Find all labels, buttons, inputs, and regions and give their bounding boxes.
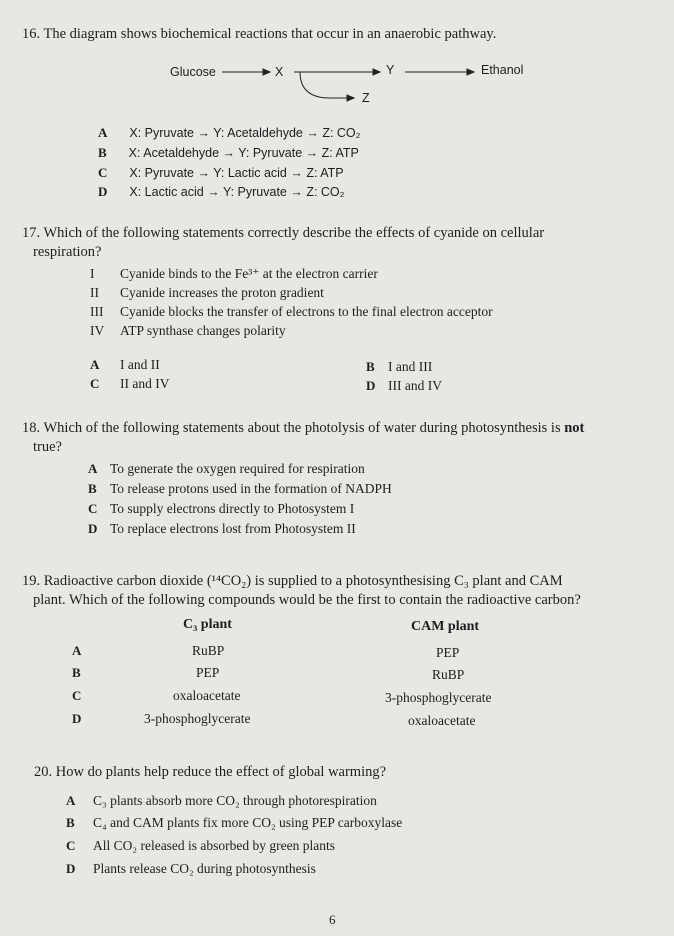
arrowhead-y-ethanol xyxy=(467,69,474,75)
q19-row-b-cam: RuBP xyxy=(432,667,465,682)
q20-option-d[interactable]: D Plants release CO₂ during photosynthesis xyxy=(66,861,316,876)
q19-row-d-cam: oxaloacetate xyxy=(408,713,476,728)
q16-option-b[interactable]: B X: Acetaldehyde → Y: Pyruvate → Z: ATP xyxy=(98,145,359,160)
q20-option-c[interactable]: C All CO₂ released is absorbed by green plants xyxy=(66,838,336,853)
q17-statement-2: II Cyanide increases the proton gradient xyxy=(90,285,324,300)
q19-stem xyxy=(22,572,563,591)
q17-stem-line2: respiration? xyxy=(33,244,102,260)
q19-row-c-c3: oxaloacetate xyxy=(173,688,241,703)
q16-stem-text: The diagram shows biochemical reactions that occur in an anaerobic pathway. xyxy=(43,26,497,42)
page-number: 6 xyxy=(329,912,336,927)
arrowhead-x-y xyxy=(373,69,380,75)
arrowhead-branch-z xyxy=(347,95,354,101)
q17-statement-3: III Cyanide blocks the transfer of electrons to the final electron acceptor xyxy=(90,304,493,319)
q20-number: 20. xyxy=(34,764,53,780)
q19-row-a-letter[interactable]: A xyxy=(72,643,82,658)
q20-stem xyxy=(34,763,386,782)
q19-stem-line2: plant. Which of the following compounds would be the first to contain the radioactive carbon? xyxy=(33,592,581,608)
q20-stem-text: How do plants help reduce the effect of global warming? xyxy=(55,764,387,780)
q19-col-c3-header: C₃ plant xyxy=(183,617,232,632)
q17-statement-4: IV ATP synthase changes polarity xyxy=(90,323,286,338)
diagram-ethanol: Ethanol xyxy=(481,63,524,77)
q17-statement-1: I Cyanide binds to the Fe³⁺ at the electron carrier xyxy=(90,266,378,281)
diagram-glucose: Glucose xyxy=(170,65,216,79)
q18-stem-line1: Which of the following statements about the photolysis of water during photosynthesis is xyxy=(43,420,561,436)
q17-option-d[interactable]: D III and IV xyxy=(366,378,442,393)
q17-number: 17. xyxy=(22,225,41,241)
q18-number: 18. xyxy=(22,420,41,436)
q16-option-a[interactable]: A X: Pyruvate → Y: Acetaldehyde → Z: CO₂ xyxy=(98,125,361,140)
q19-row-c-cam: 3-phosphoglycerate xyxy=(385,690,492,705)
q19-stem-line1: Radioactive carbon dioxide (¹⁴CO₂) is supplied to a photosynthesising C₃ plant and CAM xyxy=(43,573,563,589)
q18-stem-emphasis: not xyxy=(564,420,585,436)
q16-option-d[interactable]: D X: Lactic acid → Y: Pyruvate → Z: CO₂ xyxy=(98,184,345,199)
q20-option-b[interactable]: B C₄ and CAM plants fix more CO₂ using PEP carboxylase xyxy=(66,815,403,830)
arrow-branch-z xyxy=(300,72,348,98)
q19-row-c-letter[interactable]: C xyxy=(72,688,82,703)
q18-option-b[interactable]: B To release protons used in the formation of NADPH xyxy=(88,481,392,496)
q17-stem-line1: Which of the following statements correctly describe the effects of cyanide on cellular xyxy=(43,225,545,241)
q20-option-a[interactable]: A C₃ plants absorb more CO₂ through photorespiration xyxy=(66,793,377,808)
arrowhead-glucose-x xyxy=(263,69,270,75)
q19-row-a-cam: PEP xyxy=(436,645,460,660)
diagram-z: Z xyxy=(362,91,370,105)
q17-option-b[interactable]: B I and III xyxy=(366,359,433,374)
q18-stem xyxy=(22,419,584,438)
q18-option-a[interactable]: A To generate the oxygen required for respiration xyxy=(88,461,365,476)
q19-row-b-c3: PEP xyxy=(196,665,220,680)
q19-row-d-c3: 3-phosphoglycerate xyxy=(144,711,251,726)
q19-row-b-letter[interactable]: B xyxy=(72,665,81,680)
diagram-y: Y xyxy=(386,63,395,77)
q17-option-c[interactable]: C II and IV xyxy=(90,376,170,391)
q16-option-c[interactable]: C X: Pyruvate → Y: Lactic acid → Z: ATP xyxy=(98,165,344,180)
q19-row-a-c3: RuBP xyxy=(192,643,225,658)
diagram-x: X xyxy=(275,65,284,79)
q18-stem-line2: true? xyxy=(33,439,62,455)
q17-stem xyxy=(22,224,544,243)
q19-col-cam-header: CAM plant xyxy=(411,619,480,634)
q19-number: 19. xyxy=(22,573,41,589)
q19-row-d-letter[interactable]: D xyxy=(72,711,82,726)
q18-option-d[interactable]: D To replace electrons lost from Photosystem II xyxy=(88,521,356,536)
q16-number: 16. xyxy=(22,26,41,42)
q18-option-c[interactable]: C To supply electrons directly to Photosystem I xyxy=(88,501,355,516)
q17-option-a[interactable]: A I and II xyxy=(90,357,160,372)
